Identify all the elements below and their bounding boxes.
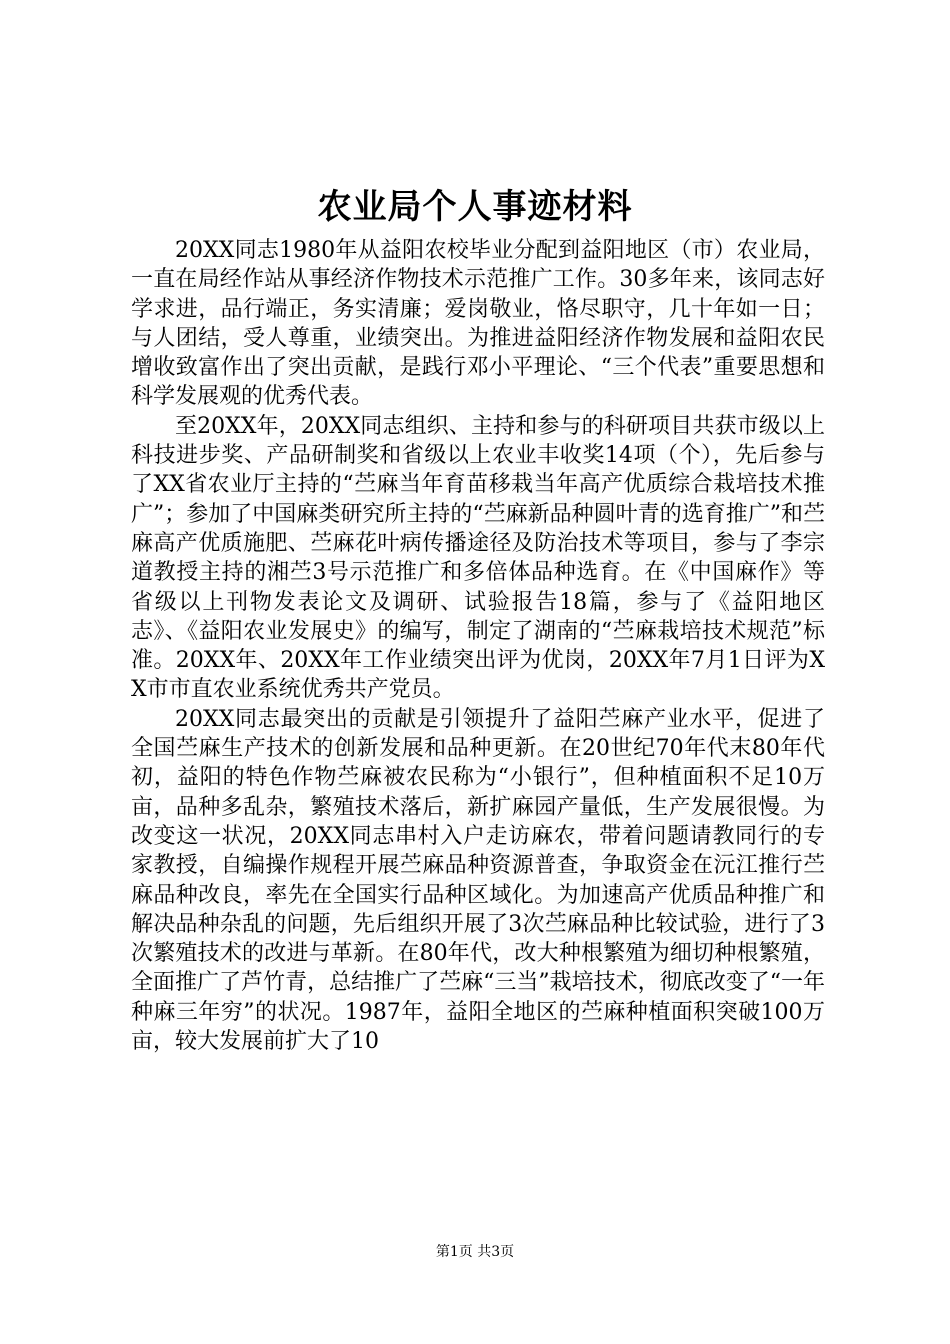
paragraph-2: 至20XX年，20XX同志组织、主持和参与的科研项目共获市级以上科技进步奖、产品研制奖和省级以上农业丰收奖14项（个），先后参与了XX省农业厅主持的“苎麻当年育苗移栽当年高产优质综合栽培技术推广”；参加了中国麻类研究所主持的“苎麻新品种圆叶青的选育推广”和苎麻高产优质施肥、苎麻花叶病传播途径及防治技术等项目，参与了李宗道教授主持的湘苎3号示范推广和多倍体品种选育。在《中国麻作》等省级以上刊物发表论文及调研、试验报告18篇，参与了《益阳地区志》、《益阳农业发展史》的编写，制定了湖南的“苎麻栽培技术规范”标准。20XX年、20XX年工作业绩突出评为优岗，20XX年7月1日评为XX市市直农业系统优秀共产党员。 — [131, 413, 825, 703]
document-body — [131, 236, 825, 1056]
paragraph-3: 20XX同志最突出的贡献是引领提升了益阳苎麻产业水平，促进了全国苎麻生产技术的创新发展和品种更新。在20世纪70年代末80年代初，益阳的特色作物苎麻被农民称为“小银行”，但种植面积不足10万亩，品种多乱杂，繁殖技术落后，新扩麻园产量低，生产发展很慢。为改变这一状况，20XX同志串村入户走访麻农，带着问题请教同行的专家教授，自编操作规程开展苎麻品种资源普查，争取资金在沅江推行苎麻品种改良，率先在全国实行品种区域化。为加速高产优质品种推广和解决品种杂乱的问题，先后组织开展了3次苎麻品种比较试验，进行了3次繁殖技术的改进与革新。在80年代，改大种根繁殖为细切种根繁殖，全面推广了芦竹青，总结推广了苎麻“三当”栽培技术，彻底改变了“一年种麻三年穷”的状况。1987年，益阳全地区的苎麻种植面积突破100万亩，较大发展前扩大了10 — [131, 706, 825, 1055]
paragraph-1: 20XX同志1980年从益阳农校毕业分配到益阳地区（市）农业局，一直在局经作站从事经济作物技术示范推广工作。30多年来，该同志好学求进，品行端正，务实清廉；爱岗敬业，恪尽职守，几十年如一日；与人团结，受人尊重，业绩突出。为推进益阳经济作物发展和益阳农民增收致富作出了突出贡献，是践行邓小平理论、“三个代表”重要思想和科学发展观的优秀代表。 — [131, 238, 825, 410]
page-footer: 第1页 共3页 — [435, 1244, 515, 1260]
document-title: 农业局个人事迹材料 — [317, 187, 633, 227]
